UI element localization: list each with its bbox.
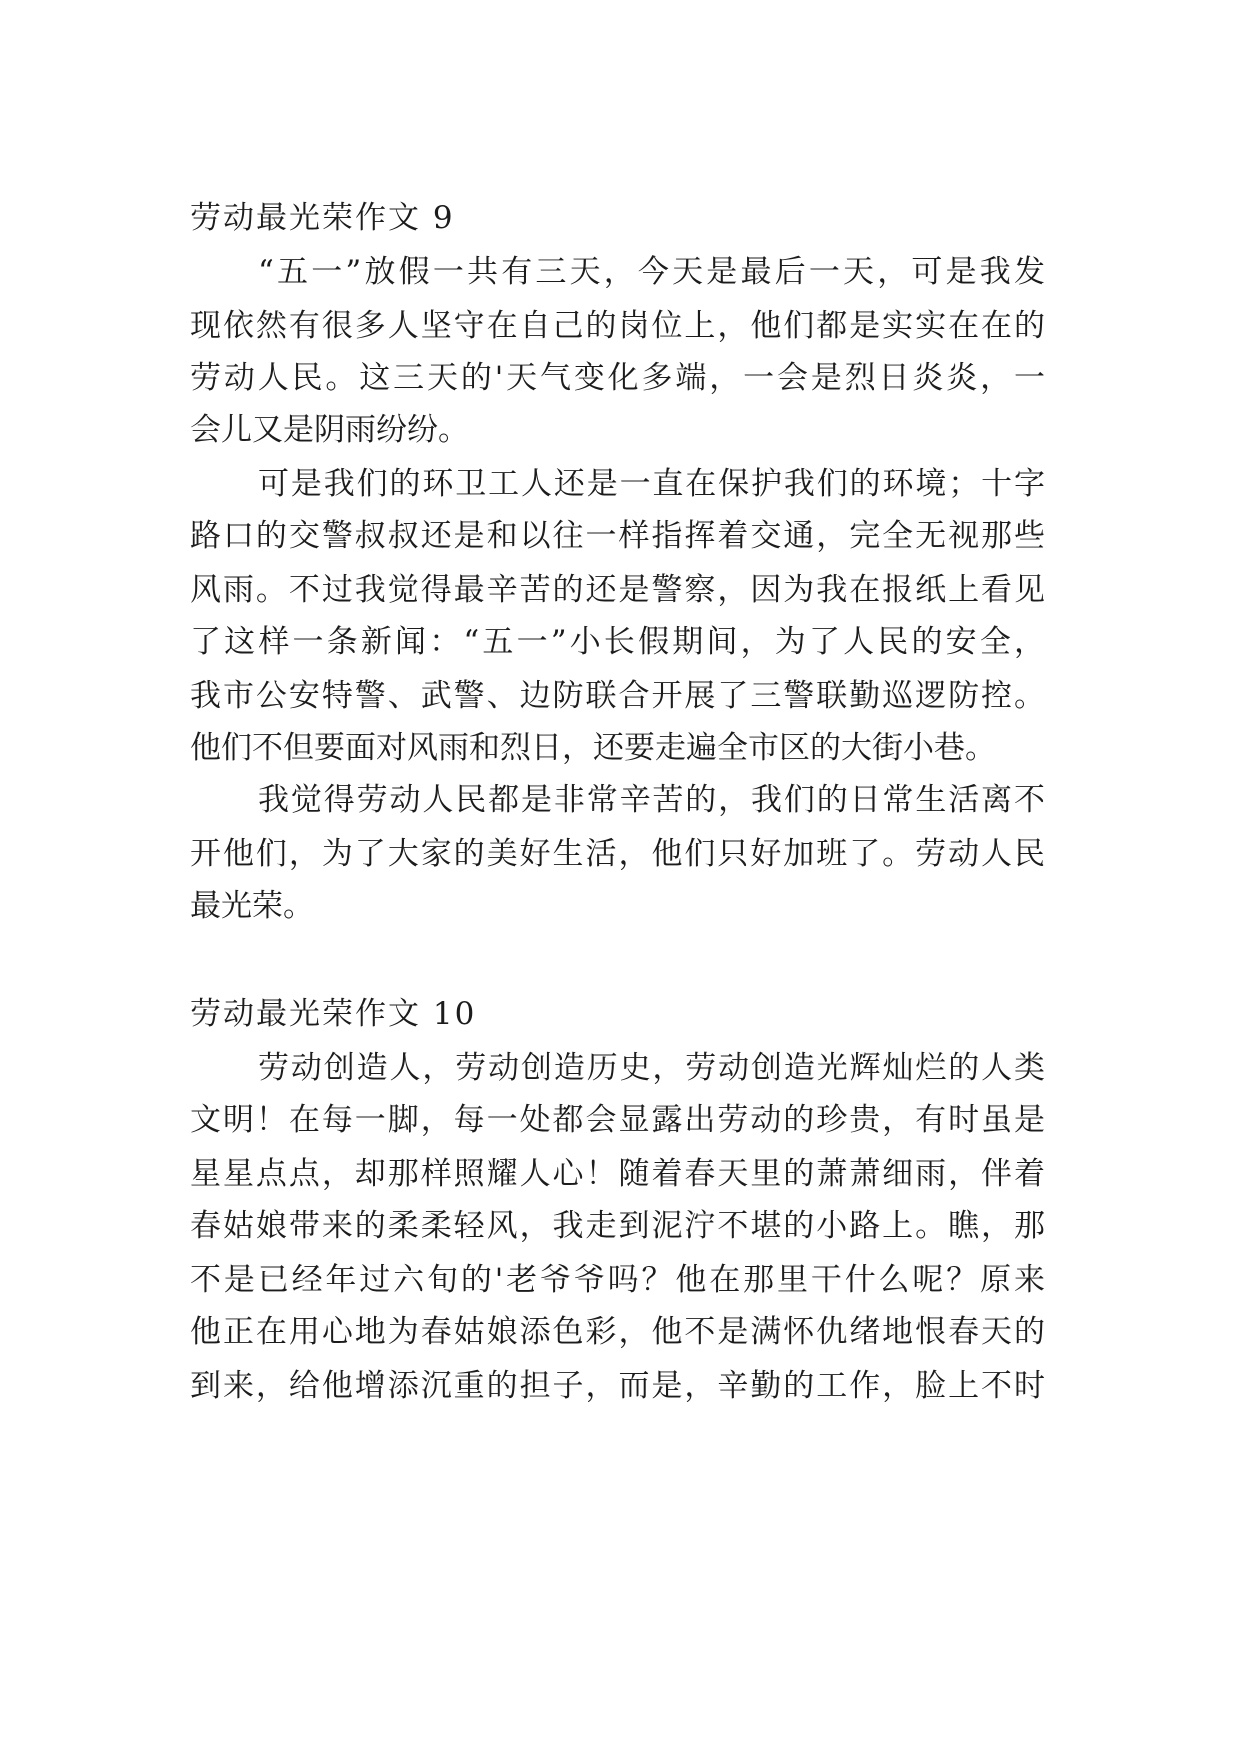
paragraph-line: 了这样一条新闻：“五一”小长假期间，为了人民的安全， (190, 624, 1045, 660)
paragraph-line: 不是已经年过六旬的'老爷爷吗？他在那里干什么呢？原来 (190, 1262, 1045, 1298)
paragraph-line: 到来，给他增添沉重的担子，而是，辛勤的工作，脸上不时 (190, 1368, 1045, 1404)
paragraph-line: 星星点点，却那样照耀人心！随着春天里的萧萧细雨，伴着 (190, 1156, 1045, 1192)
paragraph-line: 可是我们的环卫工人还是一直在保护我们的环境；十字 (258, 466, 1045, 502)
paragraph-line: 他们不但要面对风雨和烈日，还要走遍全市区的大街小巷。 (190, 730, 996, 766)
section-title: 劳动最光荣作文 10 (190, 996, 477, 1032)
section-title: 劳动最光荣作文 9 (190, 200, 455, 236)
paragraph-line: 春姑娘带来的柔柔轻风，我走到泥泞不堪的小路上。瞧，那 (190, 1208, 1045, 1244)
paragraph-line: 现依然有很多人坚守在自己的岗位上，他们都是实实在在的 (190, 308, 1045, 344)
paragraph-line: 劳动创造人，劳动创造历史，劳动创造光辉灿烂的人类 (258, 1050, 1045, 1086)
paragraph-line: 我市公安特警、武警、边防联合开展了三警联勤巡逻防控。 (190, 678, 1045, 714)
paragraph-line: 会儿又是阴雨纷纷。 (190, 412, 469, 448)
paragraph-line: 最光荣。 (190, 888, 314, 924)
paragraph-line: 风雨。不过我觉得最辛苦的还是警察，因为我在报纸上看见 (190, 572, 1045, 608)
paragraph-line: 开他们，为了大家的美好生活，他们只好加班了。劳动人民 (190, 836, 1045, 872)
paragraph-line: “五一”放假一共有三天，今天是最后一天，可是我发 (258, 254, 1045, 290)
paragraph-line: 文明！在每一脚，每一处都会显露出劳动的珍贵，有时虽是 (190, 1102, 1045, 1138)
paragraph-line: 路口的交警叔叔还是和以往一样指挥着交通，完全无视那些 (190, 518, 1045, 554)
paragraph-line: 劳动人民。这三天的'天气变化多端，一会是烈日炎炎，一 (190, 360, 1045, 396)
paragraph-line: 我觉得劳动人民都是非常辛苦的，我们的日常生活离不 (258, 782, 1045, 818)
paragraph-line: 他正在用心地为春姑娘添色彩，他不是满怀仇绪地恨春天的 (190, 1314, 1045, 1350)
